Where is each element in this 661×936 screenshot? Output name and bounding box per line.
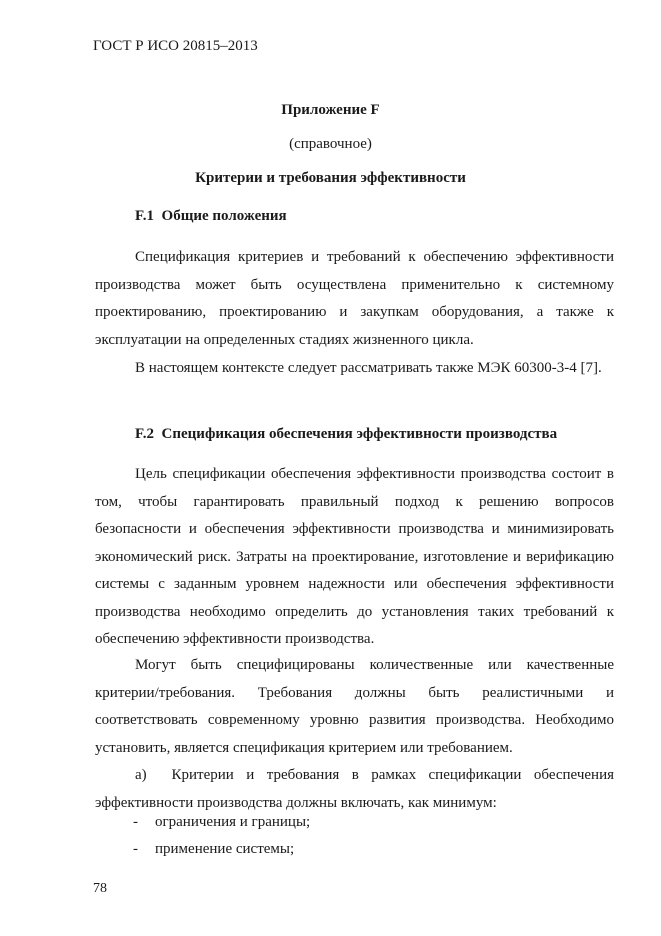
section-f2-title: F.2 Спецификация обеспечения эффективности производства xyxy=(135,426,558,442)
appendix-type: (справочное) xyxy=(289,136,372,152)
section-f1-title: F.1 Общие положения xyxy=(135,208,287,224)
section-f2-paragraph-2 xyxy=(95,652,614,762)
page-number: 78 xyxy=(93,881,107,896)
list-item: - применение системы; xyxy=(133,841,295,857)
paragraph-text: Цель спецификации обеспечения эффективности производства состоит в том, чтобы гарантировать правильный подход к решению вопросов безопасности и обеспечения эффективности производства и минимизировать экономический риск. Затраты на проектирование, изготовление и верификацию системы с заданным уровнем надежности или обеспечения эффективности производства необходимо определить до установления таких требований к обеспечению эффективности производства. xyxy=(95,466,614,647)
list-item-text: применение системы; xyxy=(155,841,295,857)
section-f1-paragraph-1 xyxy=(95,244,614,354)
section-f1-paragraph-2 xyxy=(95,355,614,383)
paragraph-text: Могут быть специфицированы количественные или качественные критерии/требования. Требования должны быть реалистичными и соответствовать современному уровню развития производства. Необходимо установить, является спецификация критерием или требованием. xyxy=(95,657,614,756)
list-item: - ограничения и границы; xyxy=(133,814,311,830)
section-f2-paragraph-1 xyxy=(95,461,614,654)
paragraph-text: В настоящем контексте следует рассматривать также МЭК 60300-3-4 [7]. xyxy=(135,360,602,376)
appendix-title: Приложение F xyxy=(281,102,380,118)
section-f2-paragraph-3 xyxy=(95,762,618,817)
appendix-heading: Критерии и требования эффективности xyxy=(195,170,466,186)
document-header: ГОСТ Р ИСО 20815–2013 xyxy=(93,38,258,54)
paragraph-text: а) Критерии и требования в рамках спецификации обеспечения эффективности производства должны включать, как минимум: xyxy=(95,767,618,811)
list-item-text: ограничения и границы; xyxy=(155,814,311,830)
paragraph-text: Спецификация критериев и требований к обеспечению эффективности производства может быть осуществлена применительно к системному проектированию, проектированию и закупкам оборудования, а также к эксплуатации на определенных стадиях жизненного цикла. xyxy=(95,249,614,348)
